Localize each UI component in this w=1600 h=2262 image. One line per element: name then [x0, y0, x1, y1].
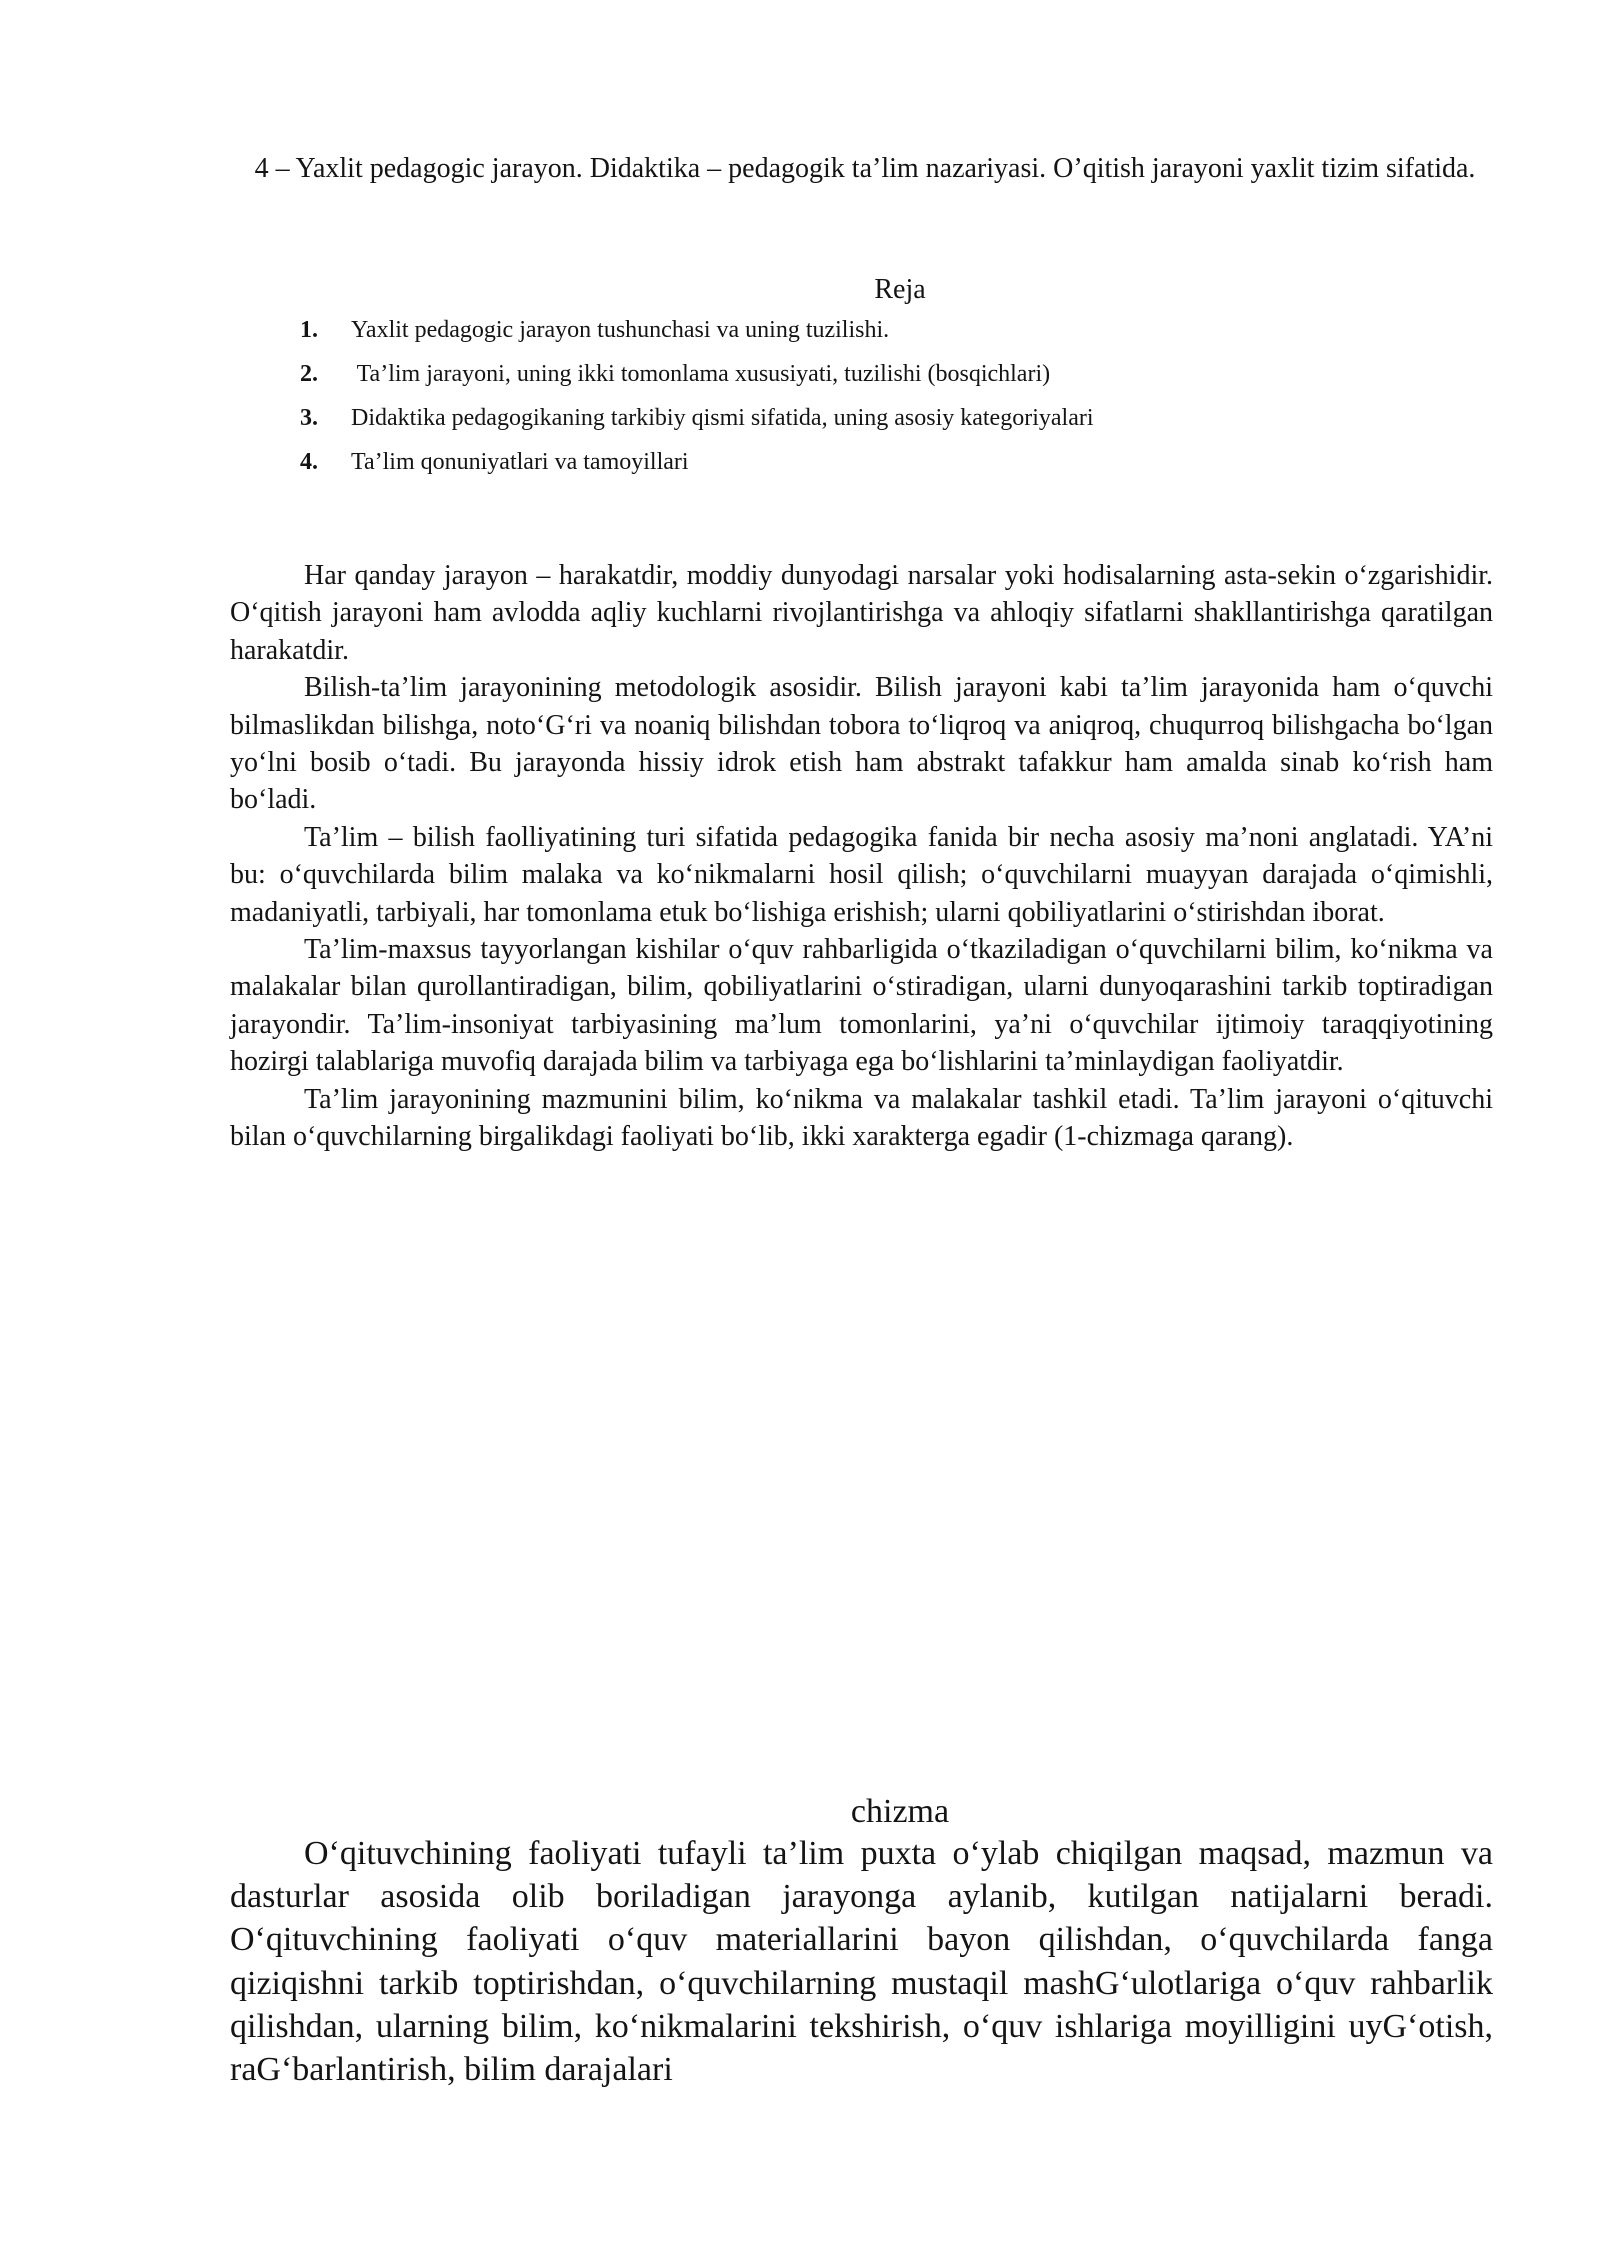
plan-item-number: 3.: [300, 405, 318, 431]
plan-item-text: Ta’lim jarayoni, uning ikki tomonlama xususiyati, tuzilishi (bosqichlari): [351, 361, 1051, 387]
paragraph: Bilish-ta’lim jarayonining metodologik asosidir. Bilish jarayoni kabi ta’lim jarayonida ham o‘quvchi bilmaslikdan bilishga, noto‘G‘ri va noaniq bilishdan tobora to‘liqroq va aniqroq, chuqurroq bilishgacha bo‘lgan yo‘lni bosib o‘tadi. Bu jarayonda hissiy idrok etish ham abstrakt tafakkur ham amalda sinab ko‘rish ham bo‘ladi.: [230, 672, 1493, 816]
plan-item-text: Didaktika pedagogikaning tarkibiy qismi sifatida, uning asosiy kategoriyalari: [351, 405, 1094, 431]
plan-heading: Reja: [874, 274, 926, 305]
plan-item-number: 1.: [300, 317, 318, 343]
paragraph: Ta’lim – bilish faolliyatining turi sifatida pedagogika fanida bir necha asosiy ma’noni anglatadi. YA’ni bu: o‘quvchilarda bilim malaka va ko‘nikmalarni hosil qilish; o‘quvchilarni muayyan darajada o‘qimishli, madaniyatli, tarbiyali, har tomonlama etuk bo‘lishiga erishish; ularni qobiliyatlarini o‘stirishdan iborat.: [230, 821, 1493, 928]
plan-item-text: Yaxlit pedagogic jarayon tushunchasi va uning tuzilishi.: [351, 317, 890, 343]
paragraph: Ta’lim-maxsus tayyorlangan kishilar o‘quv rahbarligida o‘tkaziladigan o‘quvchilarni bilim, ko‘nikma va malakalar bilan qurollantiradigan, bilim, qobiliyatlarini o‘stiradigan, ularni dunyoqarashini tarkib toptiradigan jarayondir. Ta’lim-insoniyat tarbiyasining ma’lum tomonlarini, ya’ni o‘quvchilar ijtimoiy taraqqiyotining hozirgi talablariga muvofiq darajada bilim va tarbiyaga ega bo‘lishlarini ta’minlaydigan faoliyatdir.: [230, 934, 1493, 1078]
paragraph: O‘qituvchining faoliyati tufayli ta’lim puxta o‘ylab chiqilgan maqsad, mazmun va dasturlar asosida olib boriladigan jarayonga aylanib, kutilgan natijalarni beradi. O‘qituvchining faoliyati o‘quv materiallarini bayon qilishdan, o‘quvchilarda fanga qiziqishni tarkib toptirishdan, o‘quvchilarning mustaqil mashG‘ulotlariga o‘quv rahbarlik qilishdan, ularning bilim, ko‘nikmalarini tekshirish, o‘quv ishlariga moyilligini uyG‘otish, raG‘barlantirish, bilim darajalari: [230, 1835, 1493, 2089]
main-text-continued: [230, 1832, 1493, 2091]
figure-label: chizma: [850, 1793, 950, 1830]
plan-item-text: Ta’lim qonuniyatlari va tamoyillari: [351, 449, 689, 475]
plan-item-number: 4.: [300, 449, 318, 475]
main-text: [230, 557, 1493, 1156]
plan-item: [300, 308, 1094, 352]
paragraph: Har qanday jarayon – harakatdir, moddiy dunyodagi narsalar yoki hodisalarning asta-sekin o‘zgarishidir. O‘qitish jarayoni ham avlodda aqliy kuchlarni rivojlantirishga va ahloqiy sifatlarni shakllantirishga qaratilgan harakatdir.: [230, 560, 1493, 666]
plan-item: [300, 352, 1094, 396]
plan-item: [300, 396, 1094, 440]
plan-item-number: 2.: [300, 361, 318, 387]
plan-item: [300, 440, 1094, 484]
plan-list: [300, 308, 1094, 484]
paragraph: Ta’lim jarayonining mazmunini bilim, ko‘nikma va malakalar tashkil etadi. Ta’lim jarayoni o‘qituvchi bilan o‘quvchilarning birgalikdagi faoliyati bo‘lib, ikki xarakterga egadir (1-chizmaga qarang).: [230, 1083, 1493, 1153]
document-title: 4 – Yaxlit pedagogic jarayon. Didaktika – pedagogik ta’lim nazariyasi. O’qitish jarayoni yaxlit tizim sifatida.: [254, 153, 1476, 184]
